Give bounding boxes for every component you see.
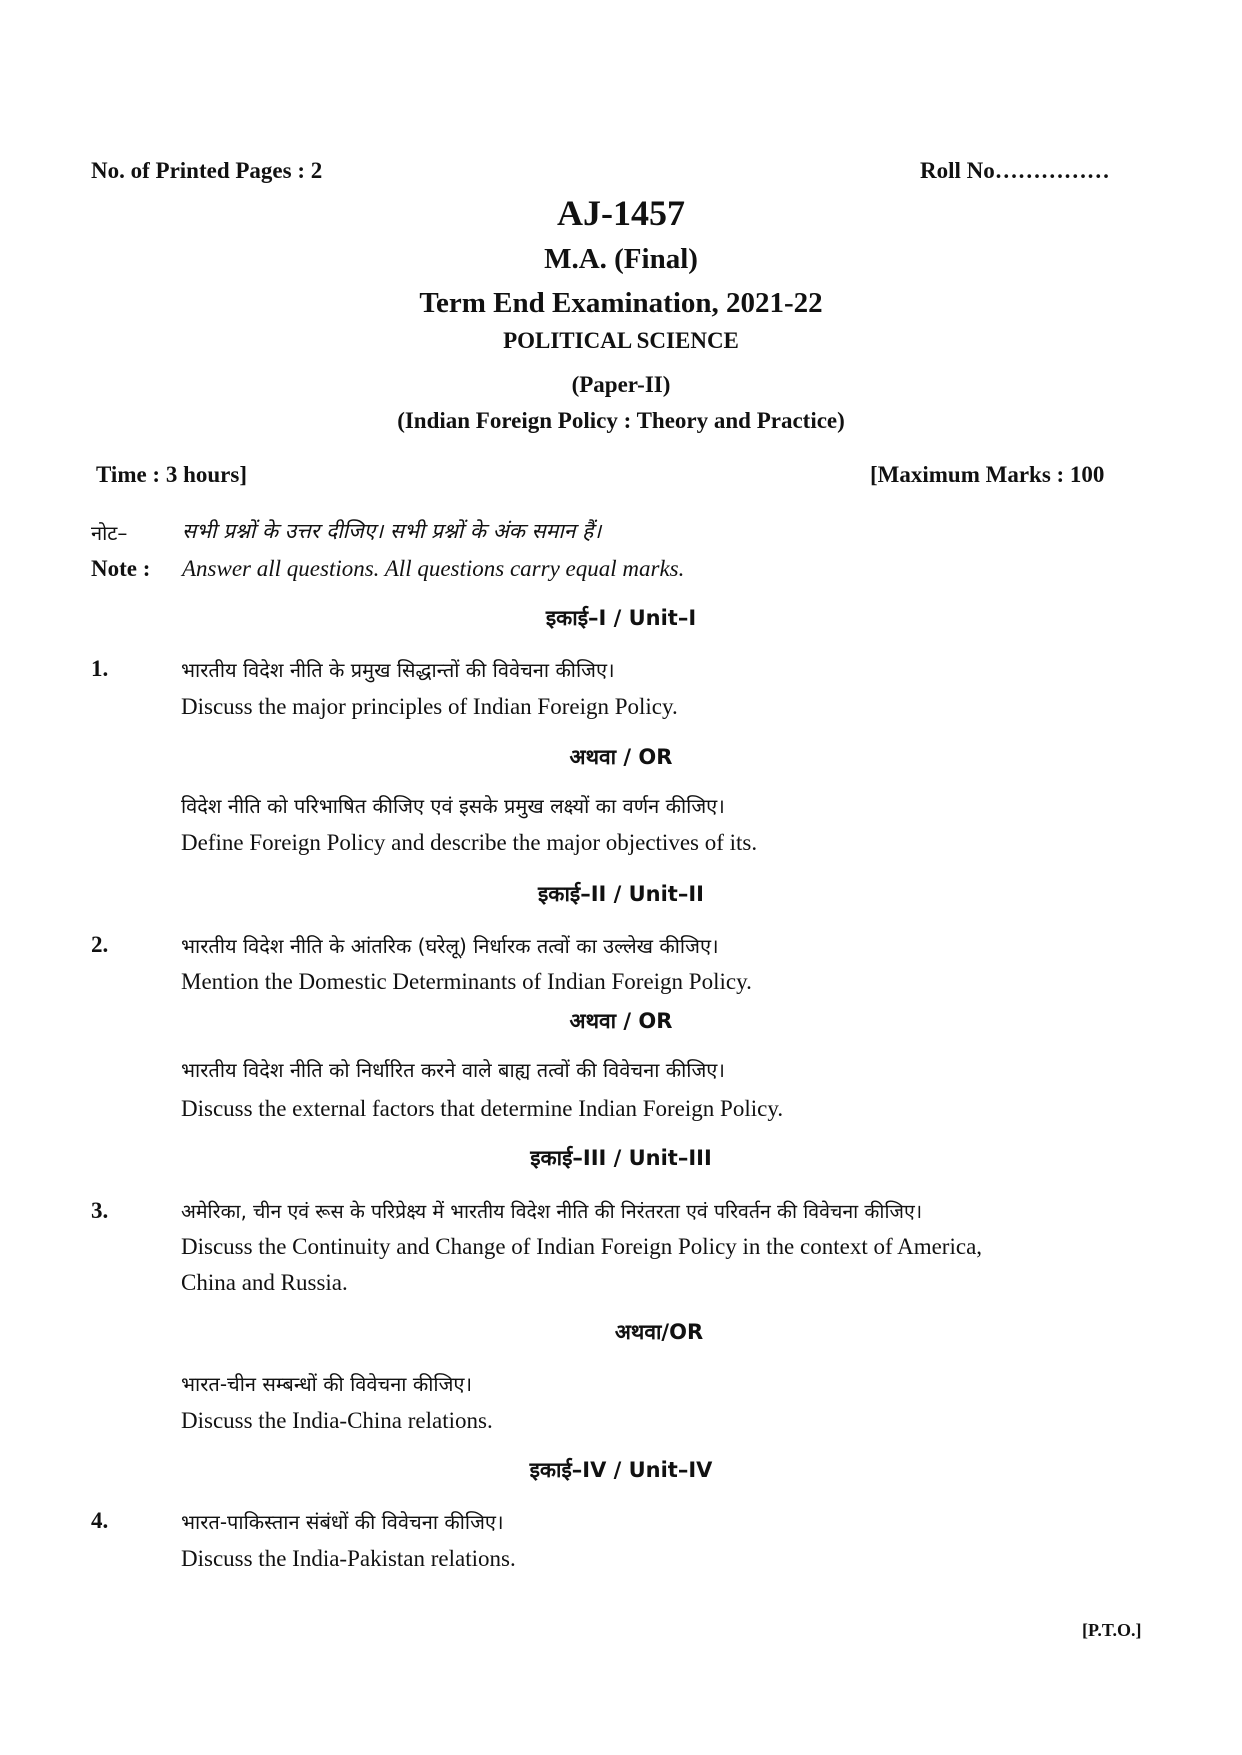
alt-question-text: Discuss the India-China relations. — [181, 1408, 493, 1433]
printed-pages: No. of Printed Pages : 2 — [91, 158, 323, 183]
unit-heading: इकाई–I / Unit–I — [545, 606, 697, 630]
question-text-line-2: China and Russia. — [181, 1270, 348, 1295]
paper-title: (Indian Foreign Policy : Theory and Practice) — [397, 408, 845, 433]
alt-question-text-hindi: विदेश नीति को परिभाषित कीजिए एवं इसके प्रमुख लक्ष्यों का वर्णन कीजिए। — [181, 794, 725, 818]
alt-question-text-hindi: भारत-चीन सम्बन्धों की विवेचना कीजिए। — [181, 1372, 473, 1396]
note-text: Answer all questions. All questions carry equal marks. — [182, 556, 685, 581]
question-text-line-1: Discuss the Continuity and Change of Indian Foreign Policy in the context of America, — [181, 1234, 983, 1259]
question-number: 2. — [91, 932, 109, 957]
question-text-hindi: भारतीय विदेश नीति के आंतरिक (घरेलू) निर्धारक तत्वों का उल्लेख कीजिए। — [181, 934, 719, 958]
pto-marker: [P.T.O.] — [1082, 1620, 1142, 1640]
question-text-hindi: भारत-पाकिस्तान संबंधों की विवेचना कीजिए। — [181, 1510, 504, 1534]
course-title: M.A. (Final) — [544, 243, 698, 275]
or-divider: अथवा / OR — [569, 1009, 673, 1033]
question-number: 3. — [91, 1198, 109, 1223]
paper-number: (Paper-II) — [571, 372, 671, 397]
unit-heading: इकाई–III / Unit–III — [530, 1146, 712, 1170]
subject-title: POLITICAL SCIENCE — [503, 328, 739, 353]
question-text: Discuss the India-Pakistan relations. — [181, 1546, 516, 1571]
roll-no: Roll No…………… — [920, 158, 1110, 183]
question-text: Discuss the major principles of Indian Foreign Policy. — [181, 694, 678, 719]
note-text-hindi: सभी प्रश्नों के उत्तर दीजिए। सभी प्रश्नों के अंक समान हैं। — [182, 519, 602, 543]
question-number: 1. — [91, 656, 109, 681]
note-label: Note : — [91, 556, 151, 581]
question-text-hindi: भारतीय विदेश नीति के प्रमुख सिद्धान्तों की विवेचना कीजिए। — [181, 658, 615, 682]
or-divider: अथवा/OR — [614, 1320, 704, 1344]
exam-title: Term End Examination, 2021-22 — [419, 287, 823, 319]
paper-code: AJ-1457 — [557, 193, 685, 233]
question-text-hindi: अमेरिका, चीन एवं रूस के परिप्रेक्ष्य में भारतीय विदेश नीति की निरंतरता एवं परिवर्तन की विवेचना कीजिए। — [181, 1200, 923, 1223]
note-label-hindi: नोट– — [91, 521, 128, 545]
unit-heading: इकाई–IV / Unit–IV — [529, 1458, 713, 1482]
alt-question-text: Define Foreign Policy and describe the major objectives of its. — [181, 830, 758, 855]
unit-heading: इकाई–II / Unit–II — [538, 882, 704, 906]
question-text: Mention the Domestic Determinants of Indian Foreign Policy. — [181, 969, 752, 994]
alt-question-text: Discuss the external factors that determine Indian Foreign Policy. — [181, 1096, 784, 1121]
or-divider: अथवा / OR — [569, 745, 673, 769]
alt-question-text-hindi: भारतीय विदेश नीति को निर्धारित करने वाले बाह्य तत्वों की विवेचना कीजिए। — [181, 1058, 725, 1082]
question-number: 4. — [91, 1508, 109, 1533]
maximum-marks: [Maximum Marks : 100 — [870, 462, 1105, 487]
time-allowed: Time : 3 hours] — [96, 462, 247, 487]
